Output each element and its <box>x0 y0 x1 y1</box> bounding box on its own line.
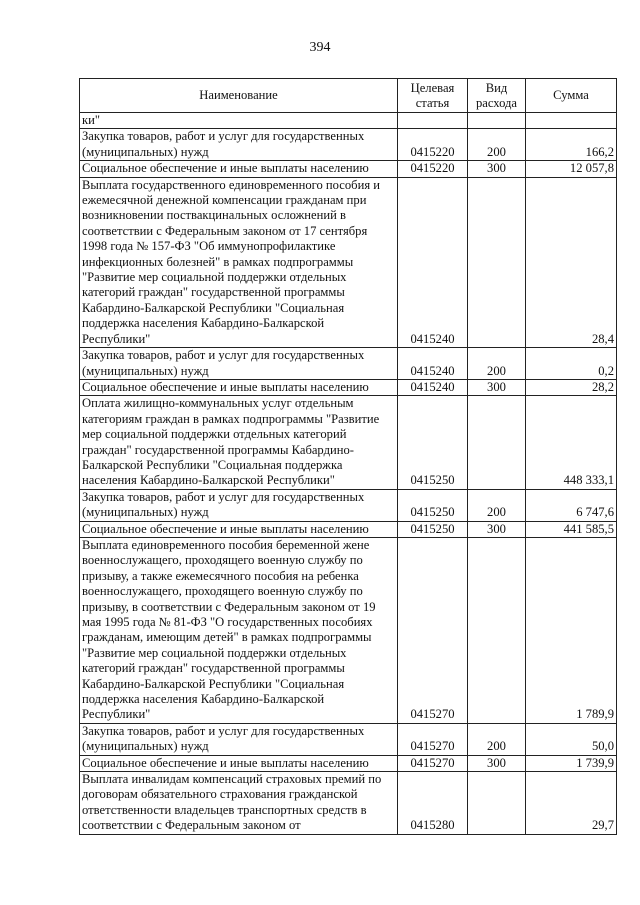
table-row <box>80 537 617 723</box>
row-name: Выплата государственного единовременного пособия и ежемесячной денежной компенсации гражданам при возникновении поствакцинальных осложнений в соответствии с Федеральным законом от 17 сентября 1998 года № 157-ФЗ "Об иммунопрофилактике инфекционных болезней" в рамках подпрограммы "Развитие мер социальной поддержки отдельных категорий граждан" государственной программы Кабардино-Балкарской Республики "Социальная поддержка населения Кабардино-Балкарской Республики" <box>80 177 398 347</box>
row-name: Социальное обеспечение и иные выплаты населению <box>80 755 398 771</box>
row-code: 0415240 <box>398 177 468 347</box>
row-amount: 1 789,9 <box>526 537 617 723</box>
row-name: Выплата инвалидам компенсаций страховых премий по договорам обязательного страхования гражданской ответственности владельцев транспортных средств в соответствии с Федеральным законом от <box>80 772 398 835</box>
row-code: 0415270 <box>398 755 468 771</box>
row-amount: 28,4 <box>526 177 617 347</box>
row-code: 0415240 <box>398 348 468 380</box>
row-type <box>468 772 526 835</box>
row-amount: 448 333,1 <box>526 396 617 489</box>
row-type: 200 <box>468 489 526 521</box>
table-row <box>80 379 617 395</box>
row-code: 0415250 <box>398 521 468 537</box>
row-amount: 441 585,5 <box>526 521 617 537</box>
row-type: 200 <box>468 129 526 161</box>
row-code <box>398 113 468 129</box>
row-code: 0415250 <box>398 396 468 489</box>
row-code: 0415250 <box>398 489 468 521</box>
row-amount: 6 747,6 <box>526 489 617 521</box>
row-name: Социальное обеспечение и иные выплаты населению <box>80 521 398 537</box>
row-type: 300 <box>468 755 526 771</box>
row-amount <box>526 113 617 129</box>
row-type: 300 <box>468 161 526 177</box>
row-amount: 0,2 <box>526 348 617 380</box>
table-row <box>80 113 617 129</box>
table-row <box>80 755 617 771</box>
row-name: Закупка товаров, работ и услуг для государственных (муниципальных) нужд <box>80 129 398 161</box>
row-name: ки" <box>80 113 398 129</box>
row-amount: 1 739,9 <box>526 755 617 771</box>
header-code: Целевая статья <box>398 79 468 113</box>
row-amount: 12 057,8 <box>526 161 617 177</box>
table-row <box>80 129 617 161</box>
row-type <box>468 537 526 723</box>
row-name: Закупка товаров, работ и услуг для государственных (муниципальных) нужд <box>80 348 398 380</box>
table-row <box>80 396 617 489</box>
table-row <box>80 177 617 347</box>
page-number: 394 <box>309 40 331 55</box>
row-name: Выплата единовременного пособия беременной жене военнослужащего, проходящего военную службу по призыву, а также ежемесячного пособия на ребенка военнослужащего, проходящего военную службу по призыву, в соответствии с Федеральным законом от 19 мая 1995 года № 81-ФЗ "О государственных пособиях гражданам, имеющим детей" в рамках подпрограммы "Развитие мер социальной поддержки отдельных категорий граждан" государственной программы Кабардино-Балкарской Республики "Социальная поддержка населения Кабардино-Балкарской Республики" <box>80 537 398 723</box>
row-name: Закупка товаров, работ и услуг для государственных (муниципальных) нужд <box>80 723 398 755</box>
row-code: 0415240 <box>398 379 468 395</box>
row-code: 0415220 <box>398 129 468 161</box>
row-type: 300 <box>468 521 526 537</box>
row-type: 200 <box>468 348 526 380</box>
row-type <box>468 177 526 347</box>
row-amount: 29,7 <box>526 772 617 835</box>
row-amount: 28,2 <box>526 379 617 395</box>
row-code: 0415280 <box>398 772 468 835</box>
table-row <box>80 489 617 521</box>
row-type <box>468 396 526 489</box>
table-row <box>80 348 617 380</box>
table-row <box>80 772 617 835</box>
row-code: 0415270 <box>398 537 468 723</box>
row-code: 0415270 <box>398 723 468 755</box>
row-name: Закупка товаров, работ и услуг для государственных (муниципальных) нужд <box>80 489 398 521</box>
row-amount: 50,0 <box>526 723 617 755</box>
row-name: Социальное обеспечение и иные выплаты населению <box>80 379 398 395</box>
row-type: 300 <box>468 379 526 395</box>
row-code: 0415220 <box>398 161 468 177</box>
table-row <box>80 723 617 755</box>
row-name: Оплата жилищно-коммунальных услуг отдельным категориям граждан в рамках подпрограммы "Развитие мер социальной поддержки отдельных категорий граждан" государственной программы Кабардино-Балкарской Республики "Социальная поддержка населения Кабардино-Балкарской Республики" <box>80 396 398 489</box>
table-header-row <box>80 79 617 113</box>
table-row <box>80 521 617 537</box>
table-row <box>80 161 617 177</box>
row-type <box>468 113 526 129</box>
row-name: Социальное обеспечение и иные выплаты населению <box>80 161 398 177</box>
header-name: Наименование <box>80 79 398 113</box>
budget-table <box>79 78 617 835</box>
header-type: Вид расхода <box>468 79 526 113</box>
header-amount: Сумма <box>526 79 617 113</box>
row-amount: 166,2 <box>526 129 617 161</box>
row-type: 200 <box>468 723 526 755</box>
